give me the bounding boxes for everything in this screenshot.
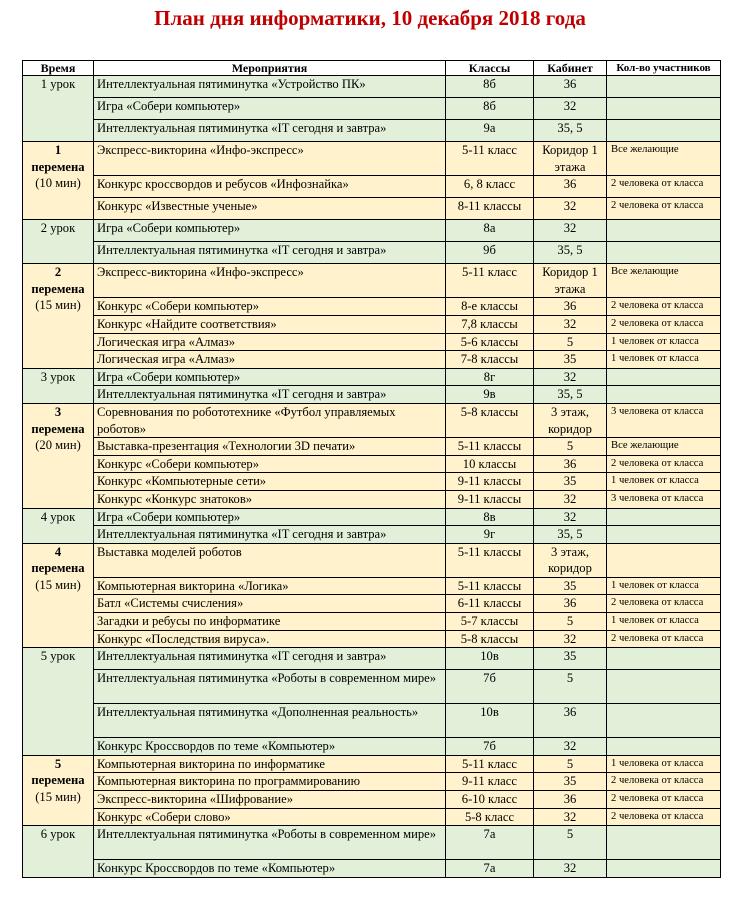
event-cell: Конкурс «Последствия вируса». — [94, 630, 446, 648]
participants-cell: 2 человека от класса — [607, 315, 721, 333]
classes-cell: 5-6 классы — [446, 333, 534, 351]
room-cell: 35 — [534, 473, 607, 491]
participants-cell — [607, 386, 721, 404]
event-cell: Конкурс «Известные ученые» — [94, 198, 446, 220]
classes-cell: 7,8 классы — [446, 315, 534, 333]
table-row — [23, 526, 721, 544]
table-row — [23, 455, 721, 473]
room-cell: 32 — [534, 808, 607, 826]
time-cell — [23, 264, 94, 369]
break-number: 4 — [54, 544, 62, 559]
participants-cell: 2 человека от класса — [607, 455, 721, 473]
time-cell — [23, 220, 94, 264]
table-row — [23, 613, 721, 631]
participants-cell: 2 человека от класса — [607, 630, 721, 648]
table-row — [23, 773, 721, 791]
room-cell: 32 — [534, 220, 607, 242]
table-row — [23, 508, 721, 526]
room-cell: 5 — [534, 670, 607, 704]
time-cell — [23, 755, 94, 825]
participants-cell — [607, 826, 721, 860]
table-row — [23, 473, 721, 491]
lesson-label: 5 урок — [40, 649, 76, 664]
event-cell: Конкурс «Собери компьютер» — [94, 298, 446, 316]
participants-cell: 2 человека от класса — [607, 198, 721, 220]
table-row — [23, 648, 721, 670]
table-row — [23, 670, 721, 704]
table-row — [23, 543, 721, 577]
classes-cell: 9а — [446, 120, 534, 142]
break-label: перемена — [31, 159, 85, 174]
time-cell — [23, 648, 94, 756]
classes-cell: 5-11 класс — [446, 142, 534, 176]
classes-cell: 7а — [446, 826, 534, 860]
event-cell: Выставка-презентация «Технологии 3D печати» — [94, 438, 446, 456]
classes-cell: 9б — [446, 242, 534, 264]
room-cell: 35, 5 — [534, 120, 607, 142]
participants-cell: 3 человека от класса — [607, 403, 721, 437]
event-cell: Конкурс «Найдите соответствия» — [94, 315, 446, 333]
break-duration: (15 мин) — [35, 790, 81, 805]
header-participants: Кол-во участников — [607, 61, 721, 76]
room-cell: 35 — [534, 577, 607, 595]
event-cell: Конкурс «Собери компьютер» — [94, 455, 446, 473]
table-row — [23, 120, 721, 142]
classes-cell: 7-8 классы — [446, 351, 534, 369]
participants-cell — [607, 648, 721, 670]
classes-cell: 6, 8 класс — [446, 176, 534, 198]
break-label: перемена — [31, 561, 85, 576]
schedule-table — [22, 60, 721, 878]
room-cell: 5 — [534, 613, 607, 631]
event-cell: Игра «Собери компьютер» — [94, 368, 446, 386]
participants-cell: 1 человек от класса — [607, 613, 721, 631]
participants-cell: 2 человека от класса — [607, 808, 721, 826]
table-row — [23, 438, 721, 456]
event-cell: Интеллектуальная пятиминутка «IT сегодня и завтра» — [94, 526, 446, 544]
table-row — [23, 860, 721, 878]
table-row — [23, 315, 721, 333]
classes-cell: 7а — [446, 860, 534, 878]
room-cell: 5 — [534, 333, 607, 351]
event-cell: Игра «Собери компьютер» — [94, 98, 446, 120]
event-cell: Интеллектуальная пятиминутка «Дополненная реальность» — [94, 704, 446, 738]
room-cell: 5 — [534, 826, 607, 860]
header-event: Мероприятия — [94, 61, 446, 76]
table-row — [23, 220, 721, 242]
event-cell: Конкурс «Собери слово» — [94, 808, 446, 826]
participants-cell: 1 человек от класса — [607, 333, 721, 351]
classes-cell: 9-11 класс — [446, 773, 534, 791]
classes-cell: 7б — [446, 738, 534, 756]
break-number: 3 — [54, 404, 62, 419]
room-cell: 32 — [534, 368, 607, 386]
classes-cell: 5-11 класс — [446, 264, 534, 298]
event-cell: Конкурс кроссвордов и ребусов «Инфознайка» — [94, 176, 446, 198]
time-cell — [23, 543, 94, 648]
schedule-body — [23, 76, 721, 878]
room-cell: 32 — [534, 630, 607, 648]
room-cell: 36 — [534, 595, 607, 613]
classes-cell: 5-11 класс — [446, 755, 534, 773]
participants-cell — [607, 543, 721, 577]
header-room: Кабинет — [534, 61, 607, 76]
event-cell: Компьютерная викторина по информатике — [94, 755, 446, 773]
room-cell: 36 — [534, 176, 607, 198]
participants-cell — [607, 242, 721, 264]
break-label: перемена — [31, 773, 85, 788]
table-row — [23, 738, 721, 756]
room-cell: Коридор 1 этажа — [534, 142, 607, 176]
table-row — [23, 755, 721, 773]
event-cell: Интеллектуальная пятиминутка «Устройство ПК» — [94, 76, 446, 98]
room-cell: 3 этаж, коридор — [534, 543, 607, 577]
classes-cell: 5-11 классы — [446, 577, 534, 595]
room-cell: 35, 5 — [534, 526, 607, 544]
room-cell: 32 — [534, 490, 607, 508]
event-cell: Логическая игра «Алмаз» — [94, 333, 446, 351]
room-cell: 5 — [534, 438, 607, 456]
participants-cell — [607, 98, 721, 120]
room-cell: 32 — [534, 508, 607, 526]
event-cell: Конкурс Кроссвордов по теме «Компьютер» — [94, 738, 446, 756]
table-row — [23, 577, 721, 595]
time-cell — [23, 368, 94, 403]
classes-cell: 10в — [446, 648, 534, 670]
break-duration: (10 мин) — [35, 176, 81, 191]
participants-cell: 2 человека от класса — [607, 791, 721, 809]
time-cell — [23, 76, 94, 142]
room-cell: 35 — [534, 351, 607, 369]
table-row — [23, 826, 721, 860]
classes-cell: 8-е классы — [446, 298, 534, 316]
participants-cell — [607, 120, 721, 142]
table-row — [23, 351, 721, 369]
classes-cell: 7б — [446, 670, 534, 704]
participants-cell: 1 человек от класса — [607, 577, 721, 595]
break-number: 5 — [54, 756, 62, 771]
room-cell: 36 — [534, 76, 607, 98]
classes-cell: 9в — [446, 386, 534, 404]
room-cell: Коридор 1 этажа — [534, 264, 607, 298]
event-cell: Игра «Собери компьютер» — [94, 220, 446, 242]
classes-cell: 8б — [446, 76, 534, 98]
event-cell: Экспресс-викторина «Инфо-экспресс» — [94, 142, 446, 176]
room-cell: 32 — [534, 315, 607, 333]
classes-cell: 10 классы — [446, 455, 534, 473]
event-cell: Компьютерная викторина «Логика» — [94, 577, 446, 595]
classes-cell: 5-8 классы — [446, 403, 534, 437]
event-cell: Конкурс Кроссвордов по теме «Компьютер» — [94, 860, 446, 878]
room-cell: 32 — [534, 738, 607, 756]
lesson-label: 6 урок — [40, 827, 76, 842]
room-cell: 36 — [534, 298, 607, 316]
table-row — [23, 595, 721, 613]
participants-cell: 2 человека от класса — [607, 176, 721, 198]
participants-cell: 3 человека от класса — [607, 490, 721, 508]
classes-cell: 5-11 классы — [446, 543, 534, 577]
time-cell — [23, 142, 94, 220]
classes-cell: 8г — [446, 368, 534, 386]
room-cell: 36 — [534, 791, 607, 809]
event-cell: Компьютерная викторина по программированию — [94, 773, 446, 791]
room-cell: 36 — [534, 455, 607, 473]
participants-cell — [607, 526, 721, 544]
event-cell: Конкурс «Компьютерные сети» — [94, 473, 446, 491]
lesson-label: 3 урок — [40, 369, 76, 384]
break-duration: (20 мин) — [35, 438, 81, 453]
participants-cell: 1 человек от класса — [607, 473, 721, 491]
table-row — [23, 76, 721, 98]
break-duration: (15 мин) — [35, 577, 81, 592]
classes-cell: 6-11 классы — [446, 595, 534, 613]
participants-cell — [607, 738, 721, 756]
classes-cell: 8в — [446, 508, 534, 526]
event-cell: Загадки и ребусы по информатике — [94, 613, 446, 631]
time-cell — [23, 826, 94, 878]
table-row — [23, 808, 721, 826]
event-cell: Экспресс-викторина «Шифрование» — [94, 791, 446, 809]
participants-cell — [607, 704, 721, 738]
event-cell: Логическая игра «Алмаз» — [94, 351, 446, 369]
classes-cell: 5-8 классы — [446, 630, 534, 648]
event-cell: Игра «Собери компьютер» — [94, 508, 446, 526]
event-cell: Батл «Системы счисления» — [94, 595, 446, 613]
room-cell: 32 — [534, 860, 607, 878]
table-row — [23, 242, 721, 264]
classes-cell: 5-11 классы — [446, 438, 534, 456]
participants-cell — [607, 508, 721, 526]
header-row — [23, 61, 721, 76]
participants-cell: Все желающие — [607, 438, 721, 456]
classes-cell: 10в — [446, 704, 534, 738]
classes-cell: 5-8 класс — [446, 808, 534, 826]
participants-cell: 2 человека от класса — [607, 298, 721, 316]
participants-cell: Все желающие — [607, 264, 721, 298]
header-time: Время — [23, 61, 94, 76]
break-label: перемена — [31, 421, 85, 436]
room-cell: 32 — [534, 198, 607, 220]
break-number: 2 — [54, 265, 62, 280]
table-row — [23, 142, 721, 176]
room-cell: 5 — [534, 755, 607, 773]
table-row — [23, 264, 721, 298]
room-cell: 35 — [534, 648, 607, 670]
event-cell: Выставка моделей роботов — [94, 543, 446, 577]
table-row — [23, 333, 721, 351]
table-row — [23, 368, 721, 386]
table-row — [23, 490, 721, 508]
participants-cell — [607, 860, 721, 878]
event-cell: Интеллектуальная пятиминутка «IT сегодня и завтра» — [94, 648, 446, 670]
participants-cell: 1 человек от класса — [607, 351, 721, 369]
participants-cell — [607, 670, 721, 704]
lesson-label: 4 урок — [40, 509, 76, 524]
break-duration: (15 мин) — [35, 298, 81, 313]
participants-cell — [607, 368, 721, 386]
classes-cell: 8а — [446, 220, 534, 242]
table-row — [23, 386, 721, 404]
participants-cell — [607, 220, 721, 242]
lesson-label: 1 урок — [40, 77, 76, 91]
table-row — [23, 704, 721, 738]
table-row — [23, 176, 721, 198]
participants-cell — [607, 76, 721, 98]
header-classes: Классы — [446, 61, 534, 76]
table-row — [23, 98, 721, 120]
table-row — [23, 198, 721, 220]
event-cell: Экспресс-викторина «Инфо-экспресс» — [94, 264, 446, 298]
classes-cell: 9-11 классы — [446, 473, 534, 491]
classes-cell: 9г — [446, 526, 534, 544]
classes-cell: 9-11 классы — [446, 490, 534, 508]
event-cell: Соревнования по робототехнике «Футбол управляемых роботов» — [94, 403, 446, 437]
classes-cell: 8-11 классы — [446, 198, 534, 220]
room-cell: 36 — [534, 704, 607, 738]
break-label: перемена — [31, 281, 85, 296]
event-cell: Интеллектуальная пятиминутка «IT сегодня и завтра» — [94, 386, 446, 404]
table-row — [23, 298, 721, 316]
event-cell: Интеллектуальная пятиминутка «Роботы в современном мире» — [94, 826, 446, 860]
room-cell: 3 этаж, коридор — [534, 403, 607, 437]
participants-cell: 2 человека от класса — [607, 773, 721, 791]
event-cell: Интеллектуальная пятиминутка «IT сегодня и завтра» — [94, 120, 446, 142]
participants-cell: 2 человека от класса — [607, 595, 721, 613]
classes-cell: 8б — [446, 98, 534, 120]
room-cell: 32 — [534, 98, 607, 120]
room-cell: 35, 5 — [534, 242, 607, 264]
time-cell — [23, 403, 94, 508]
participants-cell: Все желающие — [607, 142, 721, 176]
participants-cell: 1 человека от класса — [607, 755, 721, 773]
lesson-label: 2 урок — [40, 221, 76, 236]
room-cell: 35 — [534, 773, 607, 791]
break-number: 1 — [54, 143, 62, 157]
room-cell: 35, 5 — [534, 386, 607, 404]
page-title: План дня информатики, 10 декабря 2018 года — [154, 6, 586, 30]
event-cell: Интеллектуальная пятиминутка «Роботы в современном мире» — [94, 670, 446, 704]
time-cell — [23, 508, 94, 543]
table-row — [23, 403, 721, 437]
classes-cell: 5-7 классы — [446, 613, 534, 631]
event-cell: Конкурс «Конкурс знатоков» — [94, 490, 446, 508]
table-row — [23, 791, 721, 809]
event-cell: Интеллектуальная пятиминутка «IT сегодня и завтра» — [94, 242, 446, 264]
table-row — [23, 630, 721, 648]
classes-cell: 6-10 класс — [446, 791, 534, 809]
